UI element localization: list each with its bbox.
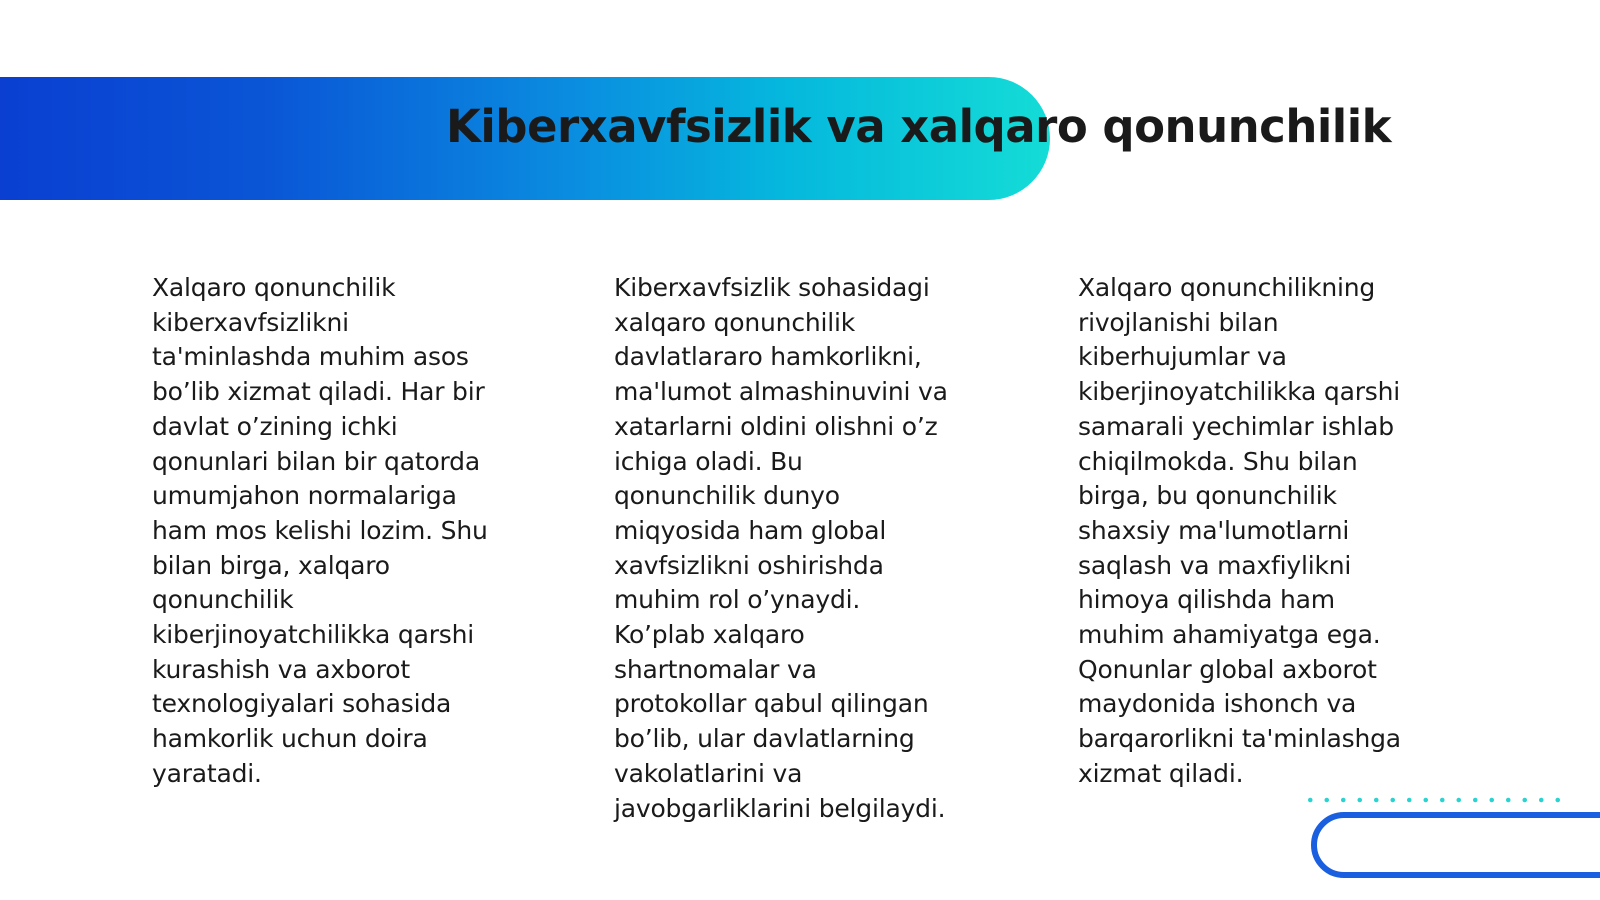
paragraph-line: umumjahon normalariga bbox=[152, 481, 457, 511]
text-column-2 bbox=[614, 271, 1004, 826]
paragraph-line: bo’lib, ular davlatlarning bbox=[614, 724, 915, 754]
paragraph-line: Xalqaro qonunchilikning bbox=[1078, 273, 1376, 302]
paragraph-line: xavfsizlikni oshirishda bbox=[614, 550, 884, 580]
paragraph-line: ham mos kelishi lozim. Shu bbox=[152, 515, 488, 545]
paragraph-line: shartnomalar va bbox=[614, 654, 817, 684]
paragraph-line: Xalqaro qonunchilik bbox=[152, 273, 396, 302]
text-column-3 bbox=[1078, 271, 1453, 792]
paragraph-line: bo’lib xizmat qiladi. Har bir bbox=[152, 377, 485, 407]
paragraph-line: yaratadi. bbox=[152, 758, 262, 788]
paragraph-line: muhim ahamiyatga ega. bbox=[1078, 620, 1381, 650]
paragraph-line: Kiberxavfsizlik sohasidagi bbox=[614, 273, 930, 302]
paragraph-line: qonunlari bilan bir qatorda bbox=[152, 446, 480, 476]
paragraph-line: davlat o’zining ichki bbox=[152, 411, 398, 441]
paragraph-line: protokollar qabul qilingan bbox=[614, 689, 929, 719]
paragraph-line: ichiga oladi. Bu bbox=[614, 446, 803, 476]
paragraph-line: miqyosida ham global bbox=[614, 515, 887, 545]
paragraph-line: Qonunlar global axborot bbox=[1078, 654, 1377, 684]
paragraph-line: ta'minlashda muhim asos bbox=[152, 342, 469, 372]
paragraph-line: shaxsiy ma'lumotlarni bbox=[1078, 515, 1350, 545]
paragraph-line: chiqilmokda. Shu bilan bbox=[1078, 446, 1358, 476]
paragraph-line: davlatlararo hamkorlikni, bbox=[614, 342, 922, 372]
decorative-dots bbox=[1302, 797, 1564, 803]
paragraph-line: xatarlarni oldini olishni o’z bbox=[614, 411, 938, 441]
paragraph-line: himoya qilishda ham bbox=[1078, 585, 1335, 615]
paragraph-line: xizmat qiladi. bbox=[1078, 758, 1244, 788]
paragraph-line: rivojlanishi bilan bbox=[1078, 307, 1279, 337]
slide-title: Kiberxavfsizlik va xalqaro qonunchilik bbox=[446, 100, 1392, 153]
paragraph-line: samarali yechimlar ishlab bbox=[1078, 411, 1394, 441]
paragraph-line: qonunchilik bbox=[152, 585, 294, 615]
paragraph-line: vakolatlarini va bbox=[614, 758, 803, 788]
paragraph-line: ma'lumot almashinuvini va bbox=[614, 377, 948, 407]
decorative-pill-outline bbox=[1311, 812, 1600, 878]
paragraph-line: texnologiyalari sohasida bbox=[152, 689, 452, 719]
paragraph-line: Ko’plab xalqaro bbox=[614, 620, 805, 650]
paragraph-line: maydonida ishonch va bbox=[1078, 689, 1357, 719]
paragraph-line: javobgarliklarini belgilaydi. bbox=[614, 793, 946, 823]
paragraph-line: kiberhujumlar va bbox=[1078, 342, 1287, 372]
text-column-1 bbox=[152, 271, 532, 792]
paragraph-line: kurashish va axborot bbox=[152, 654, 410, 684]
paragraph-line: kiberxavfsizlikni bbox=[152, 307, 349, 337]
paragraph-line: birga, bu qonunchilik bbox=[1078, 481, 1337, 511]
paragraph-line: kiberjinoyatchilikka qarshi bbox=[152, 620, 474, 650]
paragraph-line: qonunchilik dunyo bbox=[614, 481, 840, 511]
paragraph-line: kiberjinoyatchilikka qarshi bbox=[1078, 377, 1400, 407]
paragraph-line: barqarorlikni ta'minlashga bbox=[1078, 724, 1401, 754]
paragraph-line: bilan birga, xalqaro bbox=[152, 550, 390, 580]
paragraph-line: hamkorlik uchun doira bbox=[152, 724, 428, 754]
paragraph-line: saqlash va maxfiylikni bbox=[1078, 550, 1352, 580]
paragraph-line: xalqaro qonunchilik bbox=[614, 307, 856, 337]
paragraph-line: muhim rol o’ynaydi. bbox=[614, 585, 861, 615]
